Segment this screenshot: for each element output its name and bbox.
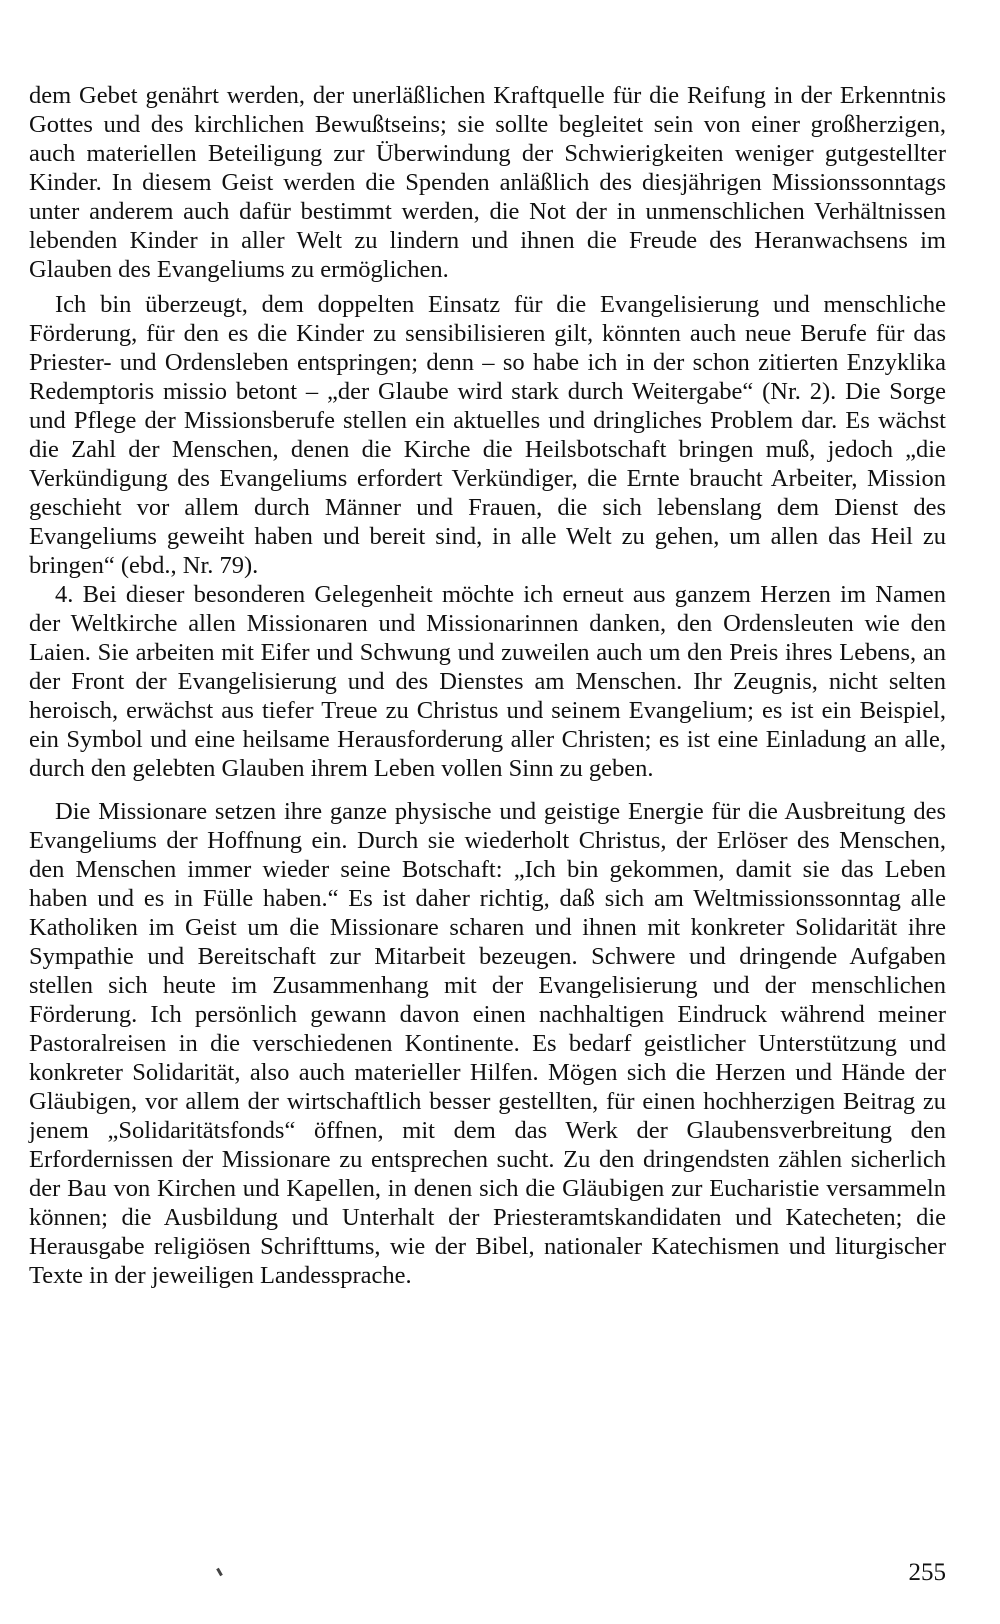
section-number: 4. [55, 581, 74, 608]
paragraph: dem Gebet genährt werden, der unerläßlichen Kraftquelle für die Reifung in der Erkenntnis Gottes und des kirchlichen Bewußtseins; sie sollte begleitet sein von einer großherzigen, auch materiellen Beteiligung zur Überwindung der Schwierigkeiten weniger gutgestellter Kinder. In diesem Geist werden die Spenden anläßlich des diesjährigen Missionssonntags unter anderem auch dafür bestimmt werden, die Not der in unmenschlichen Verhältnissen lebenden Kinder in aller Welt zu lindern und ihnen die Freude des Heranwachsens im Glauben des Evangeliums zu ermöglichen. [29, 82, 946, 283]
paragraph-text: Bei dieser besonderen Gelegenheit möchte ich erneut aus ganzem Herzen im Namen der Weltkirche allen Missionaren und Missionarinnen danken, den Ordensleuten wie den Laien. Sie arbeiten mit Eifer und Schwung und zuweilen auch um den Preis ihres Lebens, an der Front der Evangelisierung und des Dienstes am Menschen. Ihr Zeugnis, nicht selten heroisch, erwächst aus tiefer Treue zu Christus und seinem Evangelium; es ist ein Beispiel, ein Symbol und eine heilsame Herausforderung aller Christen; es ist eine Einladung an alle, durch den gelebten Glauben ihrem Leben vollen Sinn zu geben. [29, 581, 946, 782]
numbered-paragraph [29, 580, 946, 783]
paragraph: Ich bin überzeugt, dem doppelten Einsatz für die Evangelisierung und menschliche Förderung, für den es die Kinder zu sensibilisieren gilt, könnten auch neue Berufe für das Priester- und Ordensleben entspringen; denn – so habe ich in der schon zitierten Enzyklika Redemptoris missio betont – „der Glaube wird stark durch Weitergabe“ (Nr. 2). Die Sorge und Pflege der Missionsberufe stellen ein aktuelles und dringliches Problem dar. Es wächst die Zahl der Menschen, denen die Kirche die Heilsbotschaft bringen muß, jedoch „die Verkündigung des Evangeliums erfordert Verkündiger, die Ernte braucht Arbeiter, Mission geschieht vor allem durch Männer und Frauen, die sich lebenslang dem Dienst des Evangeliums geweiht haben und bereit sind, in alle Welt zu gehen, um allen das Heil zu bringen“ (ebd., Nr. 79). [29, 291, 946, 579]
body-text [29, 81, 946, 1290]
paragraph: Die Missionare setzen ihre ganze physische und geistige Energie für die Ausbreitung des Evangeliums der Hoffnung ein. Durch sie wiederholt Christus, der Erlöser des Menschen, den Menschen immer wieder seine Botschaft: „Ich bin gekommen, damit sie das Leben haben und es in Fülle haben.“ Es ist daher richtig, daß sich am Weltmissionssonntag alle Katholiken im Geist um die Missionare scharen und ihnen mit konkreter Solidarität ihre Sympathie und Bereitschaft zur Mitarbeit bezeugen. Schwere und dringende Aufgaben stellen sich heute im Zusammenhang mit der Evangelisierung und der menschlichen Förderung. Ich persönlich gewann davon einen nachhaltigen Eindruck während meiner Pastoralreisen in die verschiedenen Kontinente. Es bedarf geistlicher Unterstützung und konkreter Solidarität, also auch materieller Hilfen. Mögen sich die Herzen und Hände der Gläubigen, vor allem der wirtschaftlich besser gestellten, für einen hochherzigen Beitrag zu jenem „Solidaritätsfonds“ öffnen, mit dem das Werk der Glaubensverbreitung den Erfordernissen der Missionare zu entsprechen sucht. Zu den dringendsten zählen sicherlich der Bau von Kirchen und Kapellen, in denen sich die Gläubigen zur Eucharistie versammeln können; die Ausbildung und Unterhalt der Priesteramtskandidaten und Katecheten; die Herausgabe religiösen Schrifttums, wie der Bibel, nationaler Katechismen und liturgischer Texte in der jeweiligen Landessprache. [29, 798, 946, 1289]
page-number: 255 [908, 1559, 946, 1586]
scan-speck [216, 1568, 223, 1576]
